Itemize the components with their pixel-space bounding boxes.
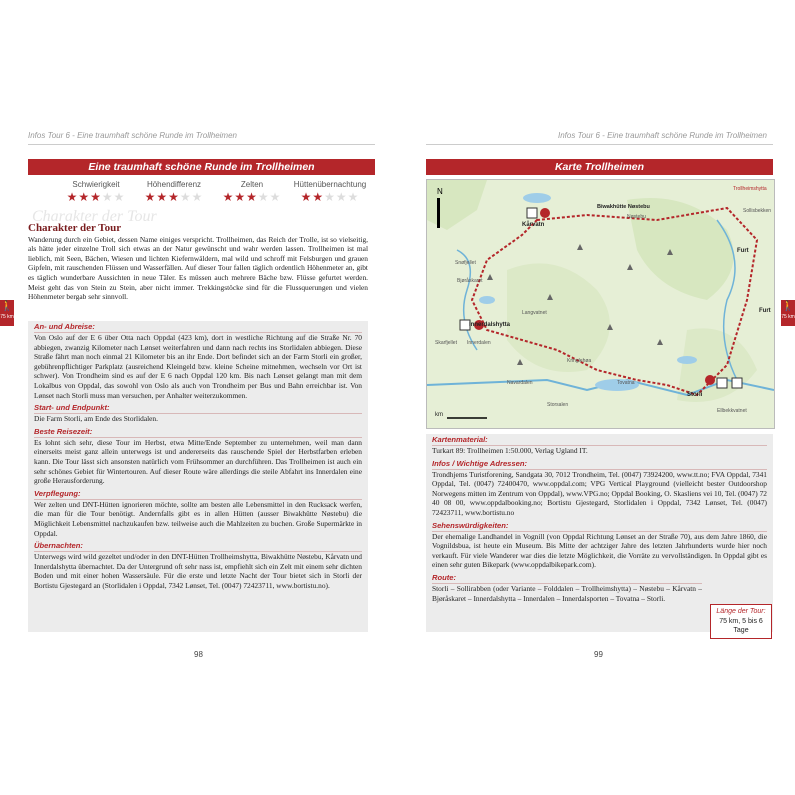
- side-tab: [0, 300, 14, 326]
- side-tab-label: 75 km: [781, 314, 795, 320]
- trail-map: [426, 179, 775, 429]
- section-heading: Start- und Endpunkt:: [34, 403, 362, 414]
- map-label: Snøfjellet: [455, 260, 476, 266]
- tour-length-box: [710, 604, 772, 639]
- section-text: Von Oslo auf der E 6 über Otta nach Oppdal (423 km), dort in westliche Richtung auf die Straße Nr. 70 abbiegen, zwanzig Kilometer nach Lønset weiterfahren und dann nach rechts ins Storlidalen abbiegen. Diese Straße fährt man noch einmal 21 Kilometer bis an ihr Ende. Dort befindet sich an der Farm Storli ein großer, gebührenpflichtiger Parkplatz (ausreichend Kleingeld bzw. kleine Scheine mitnehmen, wechseln vor Ort ist schwer). Von Trondheim sind es auf der E 6 nach Oppdal 120 km. Bis nach Lønset gelangt man mit dem Lokalbus von Oppdal, das sowohl von Oslo als auch von Trondheim per Bus und Bahn erreichbar ist. Von Lønset nach Storli muss man versuchen, per Anhalter weiterzukommen.: [34, 333, 362, 400]
- side-tab: [781, 300, 795, 326]
- side-tab-label: 75 km: [0, 314, 14, 320]
- section-text: Der ehemalige Landhandel in Vognill (von Oppdal Richtung Lønset an der Straße 70), aus dem Jahre 1860, die Vognildsbua, ist heute ein Museum. Bis Mitte der achtziger Jahre des letzten Jahrhunderts wurde hier noch verkauft. Für viele Wanderer war dies die letzte Möglichkeit, die Vorräte zu vervollständigen. In Oppdal gibt es einen sehr guten Bikepark (www.oppdalbikepark.com).: [432, 531, 767, 570]
- title-bar: Eine traumhaft schöne Runde im Trollheimen: [28, 159, 375, 175]
- star-rating: ★★★★★: [144, 190, 204, 204]
- hiker-icon: 🚶: [781, 301, 795, 312]
- section-heading: Übernachten:: [34, 541, 362, 552]
- section-heading: Kartenmaterial:: [432, 435, 767, 446]
- section-overnight: [28, 540, 368, 592]
- map-label: Skarfjellet: [435, 340, 457, 346]
- rating-camping: [214, 180, 290, 204]
- rating-label: Hüttenübernachtung: [293, 180, 367, 189]
- section-start: [28, 402, 368, 426]
- section-heading: Verpflegung:: [34, 489, 362, 500]
- map-svg: [427, 180, 774, 428]
- map-label: Furt: [737, 248, 749, 254]
- rating-label: Zelten: [240, 180, 264, 189]
- section-arrival: [28, 321, 368, 402]
- ghost-heading: Charakter der Tour: [32, 208, 157, 225]
- intro-text: Wanderung durch ein Gebiet, dessen Name einiges verspricht. Trollheimen, das Reich der Trolle, ist so vielseitig, als hätte jeder einzelne Troll sich etwas an der Natur gewünscht und wahr werden lassen. Trollheimen ist mal lieblich, mit Seen, Bächen, Wiesen und lichten Kiefernwäldern, mal wild und schroff mit Felsburgen und grauen Gipfeln, mit rauschenden Flüssen und Wasserfällen. Auf dieser Tour fallen täglich ordentlich Höhenmeter an, gibt es täglich wunderbare Aussichten in neue Täler. Es müssen auch mehrere Bäche bzw. Flüsse gefurtet werden. Meist geht das von Stein zu Stein, aber nicht immer. Trekkingstöcke sind für die Flussquerungen und vielen Höhenmeter bergab sehr sinnvoll.: [28, 234, 368, 302]
- star-rating: ★★★★★: [222, 190, 282, 204]
- star-rating: ★★★★★: [300, 190, 360, 204]
- section-title: Charakter der Tour: [28, 222, 122, 234]
- running-head: Infos Tour 6 - Eine traumhaft schöne Runde im Trollheimen: [28, 131, 237, 140]
- section-text: Die Farm Storli, am Ende des Storlidalen.: [34, 414, 158, 424]
- section-heading: Beste Reisezeit:: [34, 427, 362, 438]
- svg-text:N: N: [437, 187, 443, 196]
- left-page: [0, 0, 397, 795]
- section-text: Storli – Sollirabben (oder Variante – Folddalen – Trollheimshytta) – Nøstebu – Kårvatn – Bjøråskaret – Innerdalshytta – Innerdalen – Innerdalsporten – Tovatna – Storli.: [432, 583, 702, 603]
- map-label: Biwakhütte Nøstebu: [597, 204, 650, 210]
- rating-label: Schwierigkeit: [72, 180, 120, 189]
- section-sights: [426, 520, 773, 572]
- info-box: [426, 434, 773, 635]
- section-text: Es lohnt sich sehr, diese Tour im Herbst, etwa Mitte/Ende September zu unternehmen, weil man dann einerseits meist ganz allein unterwegs ist und andererseits das rauschende Spiel der Herbstfarben erleben kann. Die Tour lässt sich ansonsten natürlich vom Frühsommer an durchführen. Das Trollheimen ist auch ein sehr schönes Gebiet für Wintertouren. Auf dieser Route wäre allerdings die steile Abfahrt ins Innerdalen eine große Herausforderung.: [34, 437, 362, 486]
- rating-difficulty: [58, 180, 134, 204]
- title-bar: Karte Trollheimen: [426, 159, 773, 175]
- running-head: Infos Tour 6 - Eine traumhaft schöne Runde im Trollheimen: [558, 131, 767, 140]
- rating-label: Höhendifferenz: [146, 180, 202, 189]
- section-text: Turkart 89: Trollheimen 1:50.000, Verlag Ugland IT.: [432, 446, 588, 455]
- right-page: [398, 0, 795, 795]
- map-label: Innerdalen: [467, 340, 491, 346]
- map-label: Furt: [759, 308, 771, 314]
- info-box: [28, 321, 368, 632]
- section-heading: An- und Abreise:: [34, 322, 362, 333]
- section-text: Unterwegs wird wild gezeltet und/oder in den DNT-Hütten Trollheimshytta, Biwakhütte Nøstebu, Kårvatn und Innerdalshytta übernachtet. Da der Untergrund oft sehr nass ist, empfiehlt sich ein Zelt mit einem sehr dichten Boden und mit einer hohen Wassersäule. Für die erste und letzte Nacht der Tour bietet sich in Storli der Bortistu Gjestegard an (Storlidalen i Oppdal, 7342 Lønset, Tel. (0047) 72423711, www.bortistu.no).: [34, 552, 362, 590]
- section-route: [426, 572, 708, 605]
- map-label: Kringlehøa: [567, 358, 592, 364]
- section-heading: Route:: [432, 573, 702, 584]
- rating-huts: [292, 180, 368, 204]
- page-number: 98: [194, 650, 203, 659]
- map-label: Innerdalshytta: [469, 322, 511, 328]
- running-head-rule: [28, 144, 375, 145]
- section-text: Wer zelten und DNT-Hütten ignorieren möchte, sollte am besten alle Lebensmittel in den Rucksack werfen, die man für die Tour benötigt. Andernfalls gibt es in allen Hütten (ausser Biwakhütte Nøstebu) die Möglichkeit Lebensmittel nachzukaufen bzw. teilweise auch die Mahlzeiten zu buchen. Große Supermärkte in Oppdal.: [34, 499, 362, 538]
- tour-length-value: 75 km, 5 bis 6 Tage: [719, 617, 763, 635]
- section-food: [28, 488, 368, 540]
- map-label: Bjøråskaret: [457, 278, 483, 284]
- map-label: Sollisbekken: [743, 208, 772, 214]
- section-text: Trondhjems Turistforening, Sandgata 30, 7012 Trondheim, Tel. (0047) 73924200, www.tt.no; FVA Oppdal, 7341 Oppdal, Tel. (0047) 72400470, www.oppdal.com; VPG Vertical Playground (vielleicht bester Outdoorshop Norwegens mitten im Zentrum von Oppdal), www.VPG.no; Oppdal Booking, O. Skasliens vei 10, Tel. (0047) 72 40 08 00, www.oppdalbooking.no; Bortistu Gjestegard, Storlidalen i Oppdal, 7342 Lønset, Tel. (0047) 72423711, www.bortistu.no: [432, 469, 767, 517]
- map-label: Storsalen: [547, 402, 569, 408]
- section-heading: Sehenswürdigkeiten:: [432, 521, 767, 532]
- map-label: Ellbekkvatnet: [717, 408, 747, 414]
- map-label: Kårvatn: [522, 222, 545, 228]
- map-label: Tovatna: [617, 380, 635, 386]
- map-label: Trollheimshytta: [733, 186, 767, 192]
- map-label: Langvatnet: [522, 310, 547, 316]
- section-heading: Infos / Wichtige Adressen:: [432, 459, 767, 470]
- running-head-rule: [426, 144, 773, 145]
- section-addresses: [426, 458, 773, 520]
- ratings: [58, 180, 368, 204]
- character-section: [28, 224, 368, 302]
- page-number: 99: [594, 650, 603, 659]
- section-maps: [426, 434, 773, 458]
- map-scale-label: km: [435, 412, 443, 418]
- star-rating: ★★★★★: [66, 190, 126, 204]
- tour-length-title: Länge der Tour:: [716, 608, 766, 615]
- rating-elevation: [136, 180, 212, 204]
- map-label: Nøstebu: [627, 214, 646, 220]
- hiker-icon: 🚶: [0, 301, 14, 312]
- map-label: Storli: [687, 392, 703, 398]
- map-label: Navardalen: [507, 380, 533, 386]
- section-season: [28, 426, 368, 488]
